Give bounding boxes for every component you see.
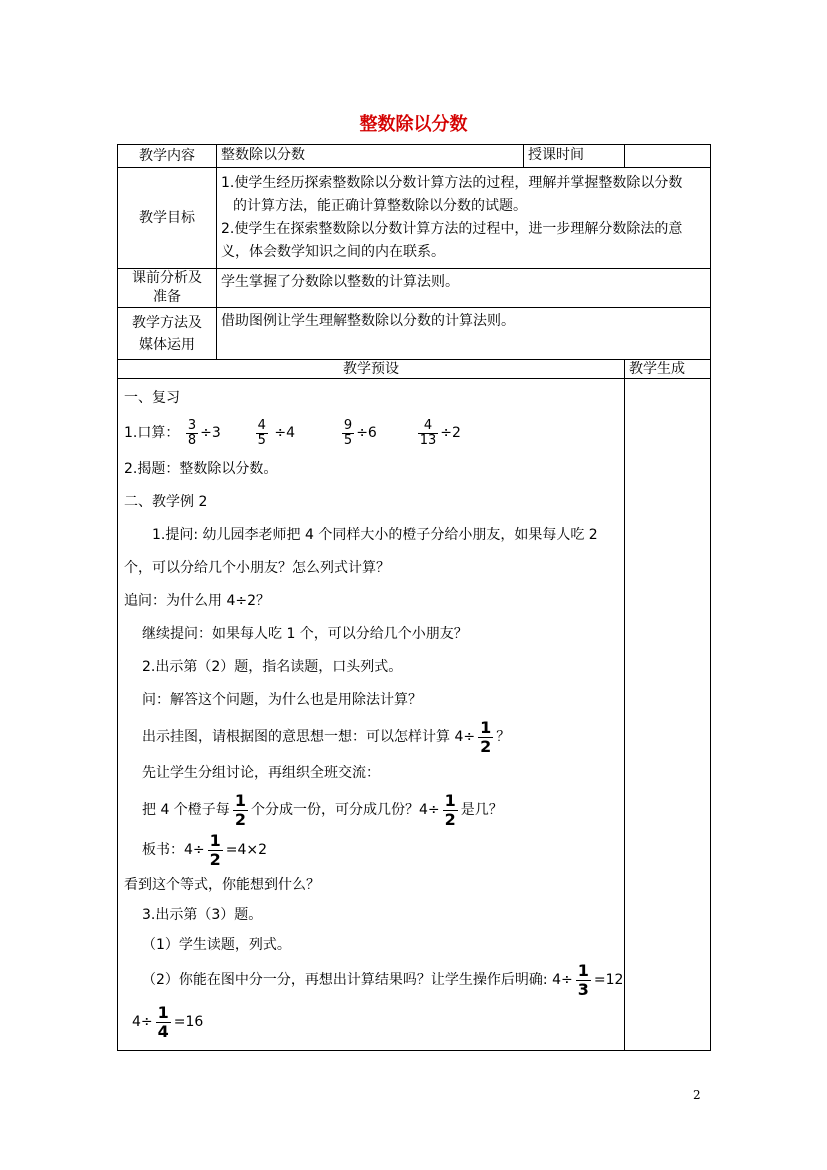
half-fraction-3: $\frac{1}{2}$	[444, 790, 456, 829]
review-heading: 一、复习	[124, 390, 180, 406]
method-value: 借助图例让学生理解整数除以分数的计算法则。	[217, 308, 711, 360]
time-value	[625, 145, 711, 168]
board-line: 板书：4÷ $\frac{1}{2}$ =4×2	[142, 830, 268, 869]
example-heading: 二、教学例 2	[124, 494, 208, 510]
half-fraction: $\frac{1}{2}$	[480, 717, 492, 756]
method-label	[118, 308, 217, 360]
third-fraction: $\frac{1}{3}$	[577, 960, 589, 999]
prep-row	[118, 269, 711, 308]
oral-item-4: $\frac{4}{13}$ ÷2	[419, 417, 461, 448]
split-line: 把 4 个橙子每 $\frac{1}{2}$ 个分成一份，可分成几份？4÷ $\frac{1}{2}$ 是几？	[142, 790, 503, 829]
quarter-fraction: $\frac{1}{4}$	[157, 1002, 169, 1041]
oral-frac-4: $\frac{4}{13}$	[419, 417, 437, 448]
method-label-line1: 教学方法及	[132, 314, 202, 331]
goal-line-1: 1.使学生经历探索整数除以分数计算方法的过程，理解并掌握整数除以分数	[221, 175, 683, 191]
reveal-line: 2.揭题：整数除以分数。	[124, 461, 278, 477]
q2-line: 2.出示第（2）题，指名读题，口头列式。	[142, 659, 403, 675]
content-value: 整数除以分数	[217, 145, 524, 168]
method-label-line2: 媒体运用	[139, 336, 195, 353]
prep-value: 学生掌握了分数除以整数的计算法则。	[217, 269, 711, 308]
time-label: 授课时间	[524, 145, 625, 168]
oral-label: 1.口算：	[124, 425, 180, 441]
oral-calc-line	[124, 413, 618, 453]
lesson-body-row	[118, 379, 711, 1051]
lesson-plan-table	[117, 144, 711, 1051]
q3-line: 3.出示第（3）题。	[142, 907, 263, 923]
goal-line-2: 的计算方法，能正确计算整数除以分数的试题。	[233, 198, 527, 214]
last-line: 4÷ $\frac{1}{4}$ =16	[132, 1002, 204, 1041]
goals-content	[217, 168, 711, 269]
ask-line: 问：解答这个问题，为什么也是用除法计算？	[142, 692, 422, 708]
q3-1-line: （1）学生读题，列式。	[142, 937, 291, 953]
discuss-line: 先让学生分组讨论，再组织全班交流：	[142, 765, 380, 781]
generation-header: 教学生成	[625, 360, 711, 379]
continue-line: 继续提问：如果每人吃 1 个，可以分给几个小朋友？	[142, 626, 468, 642]
q1-line-2: 个，可以分给几个小朋友？怎么列式计算？	[124, 560, 390, 576]
oral-item-2: $\frac{4}{5}$ ÷4	[257, 417, 296, 448]
half-fraction-2: $\frac{1}{2}$	[234, 790, 246, 829]
think-line: 看到这个等式，你能想到什么？	[124, 877, 320, 893]
content-label: 教学内容	[118, 145, 217, 168]
prep-label	[118, 269, 217, 308]
q1-line-1: 1.提问: 幼儿园李老师把 4 个同样大小的橙子分给小朋友，如果每人吃 2	[152, 527, 598, 543]
half-fraction-4: $\frac{1}{2}$	[209, 830, 221, 869]
oral-frac-2: $\frac{4}{5}$	[257, 417, 266, 448]
section-header-row	[118, 360, 711, 379]
page-number: 2	[693, 1088, 701, 1102]
oral-frac-1: $\frac{3}{8}$	[187, 417, 197, 448]
prep-label-line2: 准备	[153, 289, 181, 305]
document-title: 整数除以分数	[359, 114, 468, 135]
show-pic-line: 出示挂图，请根据图的意思想一想：可以怎样计算 4÷ $\frac{1}{2}$ ？	[142, 717, 511, 756]
oral-item-1: $\frac{3}{8}$ ÷3	[187, 417, 221, 448]
goals-label: 教学目标	[118, 168, 217, 269]
followup-line: 追问：为什么用 4÷2？	[124, 593, 270, 609]
method-row	[118, 308, 711, 360]
goal-line-4: 义，体会数学知识之间的内在联系。	[221, 244, 445, 260]
header-row	[118, 145, 711, 168]
lesson-preset-content	[118, 379, 625, 1051]
goal-line-3: 2.使学生在探索整数除以分数计算方法的过程中，进一步理解分数除法的意	[221, 221, 683, 237]
lesson-generation-content	[625, 379, 711, 1051]
oral-frac-3: $\frac{9}{5}$	[343, 417, 353, 448]
preset-header: 教学预设	[118, 360, 625, 379]
goals-row	[118, 168, 711, 269]
oral-item-3: $\frac{9}{5}$ ÷6	[343, 417, 377, 448]
q3-2-line: （2）你能在图中分一分，再想出计算结果吗？让学生操作后明确: 4÷ $\frac{1}{3}$ =12	[142, 960, 624, 999]
prep-label-line1: 课前分析及	[132, 270, 202, 286]
